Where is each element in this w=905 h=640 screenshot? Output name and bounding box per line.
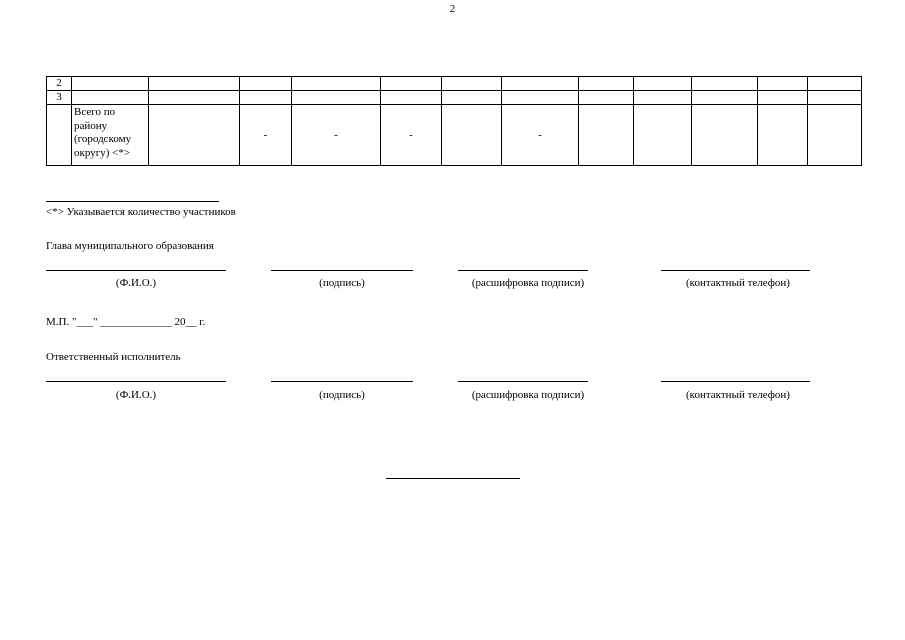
fio-caption: (Ф.И.О.) bbox=[115, 277, 157, 289]
table-cell bbox=[692, 105, 758, 166]
stamp-date-line: М.П. "___" _____________ 20__ г. bbox=[46, 316, 206, 328]
signature-line bbox=[271, 270, 413, 271]
table-cell bbox=[808, 91, 862, 105]
footnote-text: <*> Указывается количество участников bbox=[46, 206, 236, 218]
phone-caption: (контактный телефон) bbox=[686, 277, 790, 289]
table-cell bbox=[758, 91, 808, 105]
row-number-cell: 2 bbox=[47, 77, 72, 91]
table-cell: - bbox=[381, 105, 442, 166]
signature-line bbox=[271, 381, 413, 382]
row-label-cell bbox=[72, 77, 149, 91]
table-cell bbox=[442, 77, 502, 91]
table-cell bbox=[634, 77, 692, 91]
executor-section-title: Ответственный исполнитель bbox=[46, 351, 181, 363]
table-cell bbox=[292, 77, 381, 91]
table-cell bbox=[692, 77, 758, 91]
table-cell bbox=[381, 91, 442, 105]
signature-transcript-caption: (расшифровка подписи) bbox=[471, 277, 585, 289]
signature-transcript-caption: (расшифровка подписи) bbox=[471, 389, 585, 401]
table-cell bbox=[442, 91, 502, 105]
head-section-title: Глава муниципального образования bbox=[46, 240, 214, 252]
table-cell: - bbox=[240, 105, 292, 166]
table-cell bbox=[579, 77, 634, 91]
table-cell bbox=[692, 91, 758, 105]
table-cell bbox=[758, 77, 808, 91]
document-end-divider bbox=[386, 478, 520, 479]
table-cell: - bbox=[292, 105, 381, 166]
phone-line bbox=[661, 270, 810, 271]
page-number: 2 bbox=[449, 3, 456, 15]
table-cell bbox=[634, 105, 692, 166]
footnote-divider bbox=[46, 201, 219, 202]
fio-signature-line bbox=[46, 381, 226, 382]
table-cell: - bbox=[502, 105, 579, 166]
total-row bbox=[47, 105, 862, 166]
total-label-cell: Всего по району (городскому округу) <*> bbox=[72, 105, 149, 166]
phone-caption: (контактный телефон) bbox=[686, 389, 790, 401]
table-cell bbox=[149, 91, 240, 105]
table-row bbox=[47, 91, 862, 105]
signature-transcript-line bbox=[458, 381, 588, 382]
table-cell bbox=[808, 77, 862, 91]
table-cell bbox=[758, 105, 808, 166]
row-number-cell: 3 bbox=[47, 91, 72, 105]
table-cell bbox=[292, 91, 381, 105]
phone-line bbox=[661, 381, 810, 382]
signature-caption: (подпись) bbox=[319, 389, 365, 401]
signature-caption: (подпись) bbox=[319, 277, 365, 289]
table-cell bbox=[381, 77, 442, 91]
report-table bbox=[46, 76, 862, 166]
table-cell bbox=[442, 105, 502, 166]
table-cell bbox=[502, 77, 579, 91]
table-cell bbox=[808, 105, 862, 166]
table-cell bbox=[502, 91, 579, 105]
table-row bbox=[47, 77, 862, 91]
row-number-cell bbox=[47, 105, 72, 166]
table-cell bbox=[240, 77, 292, 91]
fio-caption: (Ф.И.О.) bbox=[115, 389, 157, 401]
table-cell bbox=[634, 91, 692, 105]
table-cell bbox=[579, 91, 634, 105]
signature-transcript-line bbox=[458, 270, 588, 271]
row-label-cell bbox=[72, 91, 149, 105]
table-cell bbox=[240, 91, 292, 105]
fio-signature-line bbox=[46, 270, 226, 271]
table-cell bbox=[579, 105, 634, 166]
table-cell bbox=[149, 77, 240, 91]
table-cell bbox=[149, 105, 240, 166]
